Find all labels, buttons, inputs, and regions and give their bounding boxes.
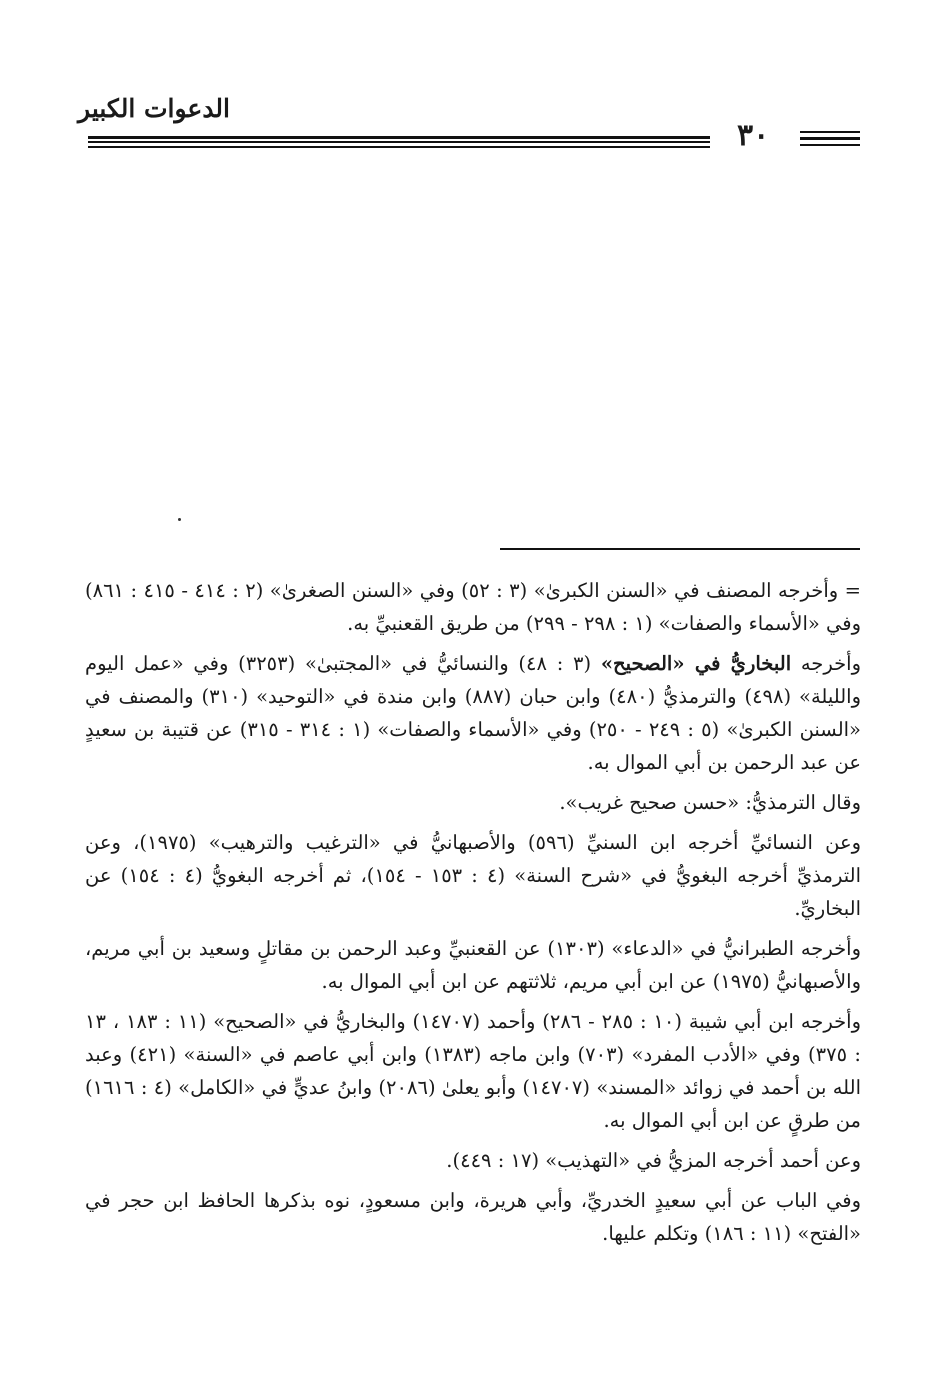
running-header-title: الدعوات الكبير bbox=[78, 94, 230, 123]
ink-speck bbox=[178, 518, 181, 521]
footnote-separator bbox=[500, 548, 860, 550]
header-rule bbox=[88, 146, 710, 148]
footnote-text: وفي الباب عن أبي سعيدٍ الخدريِّ، وأبي هريرة، وابن مسعودٍ، نوه بذكرها الحافظ ابن حجر في «الفتح» (١١ : ١٨٦) وتكلم عليها. bbox=[85, 1189, 861, 1245]
footnote-text: وأخرجه bbox=[791, 652, 862, 675]
decorative-rule bbox=[800, 144, 860, 146]
footnote-text: وعن أحمد أخرجه المزيُّ في «التهذيب» (١٧ : ٤٤٩). bbox=[446, 1149, 861, 1172]
footnote-paragraph bbox=[85, 826, 861, 925]
footnote-text: = وأخرجه المصنف في «السنن الكبرىٰ» (٣ : ٥٢) وفي «السنن الصغرىٰ» (٢ : ٤١٤ - ٤١٥ : ٨٦١) وفي «الأسماء والصفات» (١ : ٢٩٨ - ٢٩٩) من طريق القعنبيِّ به. bbox=[85, 579, 861, 635]
footnote-emphasis: البخاريُّ في «الصحيح» bbox=[600, 652, 792, 675]
header-rule bbox=[88, 141, 710, 143]
footnote-text: وعن النسائيِّ أخرجه ابن السنيِّ (٥٩٦) والأصبهانيُّ في «الترغيب والترهيب» (١٩٧٥)، وعن الترمذيِّ أخرجه البغويُّ في «شرح السنة» (٤ : ١٥٣ - ١٥٤)، ثم أخرجه البغويُّ (٤ : ١٥٤) عن البخاريِّ. bbox=[85, 831, 862, 920]
footnote-paragraph bbox=[85, 1184, 861, 1250]
footnote-paragraph bbox=[85, 1005, 861, 1137]
decorative-rule bbox=[800, 131, 860, 133]
header-rule bbox=[88, 136, 710, 139]
footnote-text: وأخرجه الطبرانيُّ في «الدعاء» (١٣٠٣) عن القعنبيِّ وعبد الرحمن بن مقاتلٍ وسعيد بن أبي مريم، والأصبهانيُّ (١٩٧٥) عن ابن أبي مريم، ثلاثتهم عن ابن أبي الموال به. bbox=[85, 937, 861, 993]
footnote-text: (٣ : ٤٨) والنسائيُّ في «المجتبىٰ» (٣٢٥٣) وفي «عمل اليوم والليلة» (٤٩٨) والترمذيُّ (٤٨٠) وابن حبان (٨٨٧) وابن مندة في «التوحيد» (٣١٠) والمصنف في «السنن الكبرىٰ» (٥ : ٢٤٩ - ٢٥٠) وفي «الأسماء والصفات» (١ : ٣١٤ - ٣١٥) عن قتيبة بن سعيدٍ عن عبد الرحمن بن أبي الموال به. bbox=[85, 652, 862, 774]
footnotes bbox=[85, 574, 861, 1257]
page-number: ٣٠ bbox=[737, 118, 770, 153]
footnote-paragraph bbox=[85, 786, 861, 819]
footnote-text: وأخرجه ابن أبي شيبة (١٠ : ٢٨٥ - ٢٨٦) وأحمد (١٤٧٠٧) والبخاريُّ في «الصحيح» (١١ : ١٨٣ ، ١٣ : ٣٧٥) وفي «الأدب المفرد» (٧٠٣) وابن ماجه (١٣٨٣) وابن أبي عاصم في «السنة» (٤٢١) وعبد الله بن أحمد في زوائد «المسند» (١٤٧٠٧) وأبو يعلىٰ (٢٠٨٦) وابنُ عديٍّ في «الكامل» (٤ : ١٦١٦) من طرقٍ عن ابن أبي الموال به. bbox=[85, 1010, 861, 1132]
footnote-paragraph bbox=[85, 574, 861, 640]
footnote-paragraph bbox=[85, 647, 861, 779]
decorative-rule bbox=[800, 137, 860, 140]
footnote-text: وقال الترمذيُّ: «حسن صحيح غريب». bbox=[559, 791, 861, 814]
footnote-paragraph bbox=[85, 1144, 861, 1177]
footnote-paragraph bbox=[85, 932, 861, 998]
